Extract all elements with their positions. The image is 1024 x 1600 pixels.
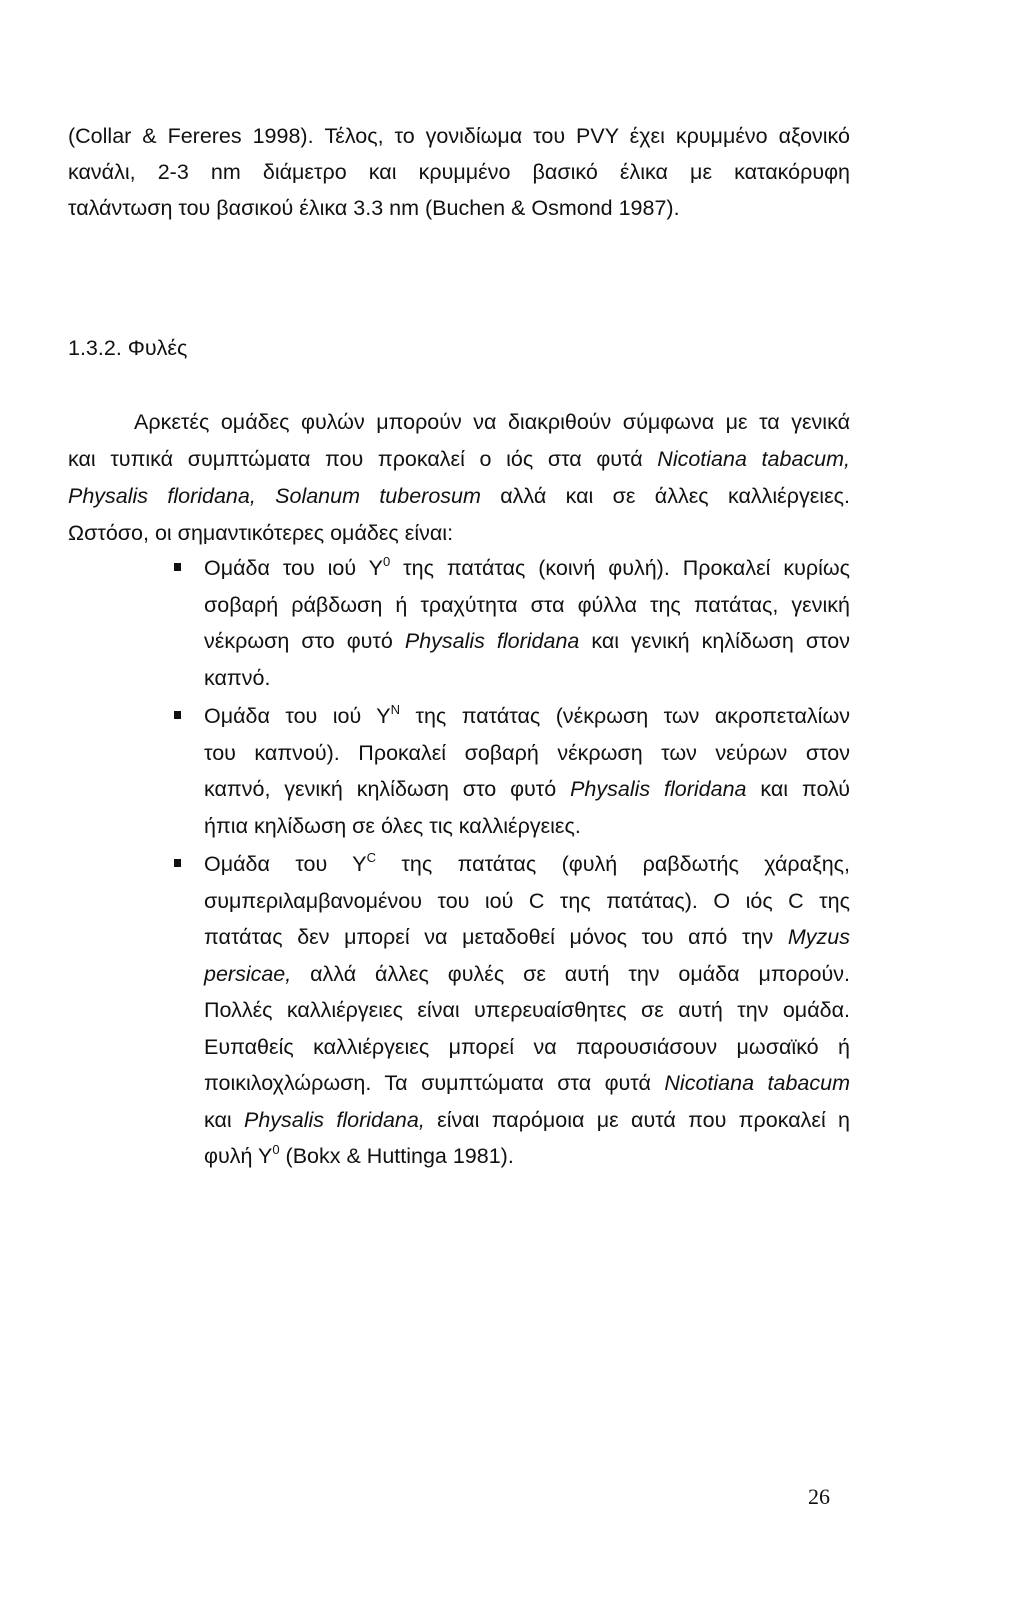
- text-run: είναι παρόμοια με αυτά που προκαλεί η: [424, 1107, 850, 1132]
- text-run: (Bokx & Huttinga 1981).: [279, 1144, 514, 1168]
- text-run: Ομάδα του ιού Υ: [204, 704, 391, 728]
- list-line: [204, 698, 850, 735]
- text-run: και πολύ: [746, 777, 850, 801]
- section-heading: 1.3.2. Φυλές: [68, 336, 188, 360]
- list-line: καπνό.: [204, 665, 271, 690]
- text-run: της πατάτας (κοινή φυλή). Προκαλεί κυρίως: [390, 556, 850, 580]
- list-item-group-yc: [68, 846, 850, 1175]
- text-run: νέκρωση στο φυτό: [204, 629, 405, 653]
- list-line: [204, 623, 850, 660]
- bullet-square-icon: [174, 563, 181, 571]
- paragraph-line: [68, 478, 850, 515]
- superscript: C: [366, 850, 377, 865]
- list-line: ήπια κηλίδωση σε όλες τις καλλιέργειες.: [204, 813, 581, 838]
- text-run: και τυπικά συμπτώματα που προκαλεί ο ιός στα φυτά: [68, 447, 658, 471]
- text-run: φυλή Υ: [204, 1144, 273, 1168]
- text-run: και γενική κηλίδωση στον: [579, 629, 850, 653]
- bullet-square-icon: [174, 711, 181, 719]
- text-run: αλλά άλλες φυλές σε αυτή την ομάδα μπορούν.: [291, 961, 850, 986]
- species-name: persicae,: [204, 961, 292, 986]
- paragraph-pvy-genome: [68, 118, 850, 226]
- paragraph-strains-intro: [68, 404, 850, 552]
- text-run: της πατάτας (νέκρωση των ακροπεταλίων: [400, 704, 850, 728]
- species-name: Myzus: [787, 925, 850, 949]
- paragraph-line: κανάλι, 2-3 nm διάμετρο και κρυμμένο βασικό έλικα με κατακόρυφη: [68, 160, 850, 184]
- strain-groups-list: [68, 550, 850, 1175]
- superscript: N: [390, 702, 401, 717]
- list-line: του καπνού). Προκαλεί σοβαρή νέκρωση των νεύρων στον: [204, 740, 850, 765]
- list-line: Ευπαθείς καλλιέργειες μπορεί να παρουσιάσουν μωσαϊκό ή: [204, 1034, 850, 1059]
- species-name: Physalis floridana: [404, 629, 580, 653]
- list-line: [204, 919, 850, 956]
- text-run: ποικιλοχλώρωση. Τα συμπτώματα στα φυτά: [204, 1071, 665, 1095]
- paragraph-line: ταλάντωση του βασικού έλικα 3.3 nm (Buchen & Osmond 1987).: [68, 196, 680, 220]
- superscript: 0: [272, 1142, 280, 1157]
- list-line: [204, 846, 850, 883]
- list-line: Πολλές καλλιέργειες είναι υπερευαίσθητες σε αυτή την ομάδα.: [204, 998, 850, 1022]
- list-line: σοβαρή ράβδωση ή τραχύτητα στα φύλλα της πατάτας, γενική: [204, 592, 850, 617]
- text-run: καπνό, γενική κηλίδωση στο φυτό: [204, 777, 571, 801]
- text-run: και: [204, 1107, 244, 1132]
- list-line: [204, 1138, 850, 1175]
- text-run: αλλά και σε άλλες καλλιέργειες.: [480, 484, 850, 508]
- paragraph-line: [68, 441, 850, 478]
- list-line: [204, 771, 850, 808]
- list-item-group-y0: [68, 550, 850, 696]
- list-line: [204, 550, 850, 587]
- bullet-square-icon: [174, 859, 181, 867]
- paragraph-line: Αρκετές ομάδες φυλών μπορούν να διακριθούν σύμφωνα με τα γενικά: [134, 410, 850, 434]
- species-name: Physalis floridana,: [244, 1107, 425, 1132]
- superscript: 0: [382, 554, 391, 569]
- list-line: [204, 956, 850, 993]
- text-run: της πατάτας (φυλή ραβδωτής χάραξης,: [376, 852, 850, 876]
- page-number: 26: [808, 1484, 830, 1509]
- text-run: πατάτας δεν μπορεί να μεταδοθεί μόνος του από την: [204, 925, 788, 949]
- species-name: Nicotiana tabacum,: [657, 447, 850, 471]
- species-name: Nicotiana tabacum: [664, 1071, 850, 1095]
- paragraph-line: (Collar & Fereres 1998). Τέλος, το γονιδίωμα του PVY έχει κρυμμένο αξονικό: [68, 124, 850, 148]
- list-line: [204, 1065, 850, 1102]
- list-line: συμπεριλαμβανομένου του ιού C της πατάτας). Ο ιός C της: [204, 888, 850, 913]
- list-item-group-yn: [68, 698, 850, 844]
- list-line: [204, 1102, 850, 1139]
- species-name: Physalis floridana: [570, 777, 747, 801]
- species-name: Physalis floridana, Solanum tuberosum: [68, 484, 481, 508]
- paragraph-line: Ωστόσο, οι σημαντικότερες ομάδες είναι:: [68, 521, 454, 545]
- text-run: Ομάδα του ιού Υ: [204, 556, 383, 580]
- text-run: Ομάδα του Υ: [204, 852, 367, 876]
